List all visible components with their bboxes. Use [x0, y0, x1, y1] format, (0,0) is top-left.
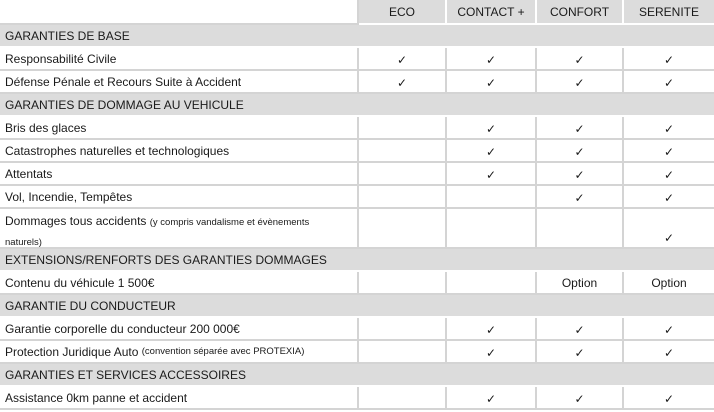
check-icon: ✓ — [624, 71, 714, 94]
check-icon: ✓ — [537, 140, 624, 163]
row-label: Bris des glaces — [0, 117, 359, 140]
row-label: Contenu du véhicule 1 500€ — [0, 272, 359, 295]
check-icon: ✓ — [624, 186, 714, 209]
row-label-note-continued: naturels) — [5, 237, 42, 248]
value-cell — [447, 272, 537, 295]
check-icon: ✓ — [447, 48, 537, 71]
value-cell — [359, 272, 447, 295]
row-label: Garantie corporelle du conducteur 200 000€ — [0, 318, 359, 341]
row-label: Assistance 0km panne et accident — [0, 387, 359, 410]
check-icon: ✓ — [447, 163, 537, 186]
value-cell — [537, 209, 624, 249]
check-icon: ✓ — [447, 71, 537, 94]
column-header-contact-plus: CONTACT + — [447, 0, 537, 25]
check-icon: ✓ — [537, 71, 624, 94]
option-cell: Option — [624, 272, 714, 295]
column-header-confort: CONFORT — [537, 0, 624, 25]
check-icon: ✓ — [624, 140, 714, 163]
check-icon: ✓ — [447, 341, 537, 364]
section-header: GARANTIES DE DOMMAGE AU VEHICULE — [0, 94, 714, 117]
section-header: EXTENSIONS/RENFORTS DES GARANTIES DOMMAGES — [0, 249, 714, 272]
row-label: Vol, Incendie, Tempêtes — [0, 186, 359, 209]
value-cell — [359, 387, 447, 410]
check-icon: ✓ — [537, 318, 624, 341]
value-cell — [359, 318, 447, 341]
value-cell — [359, 163, 447, 186]
check-icon: ✓ — [359, 48, 447, 71]
check-icon: ✓ — [624, 387, 714, 410]
check-icon: ✓ — [447, 318, 537, 341]
column-header-serenite: SERENITE — [624, 0, 714, 25]
check-icon: ✓ — [537, 117, 624, 140]
check-icon: ✓ — [624, 209, 714, 249]
check-icon: ✓ — [447, 140, 537, 163]
value-cell — [359, 117, 447, 140]
value-cell — [359, 209, 447, 249]
value-cell — [447, 209, 537, 249]
check-icon: ✓ — [359, 71, 447, 94]
row-label-main: Protection Juridique Auto — [5, 344, 139, 359]
value-cell — [359, 140, 447, 163]
section-header: GARANTIES ET SERVICES ACCESSOIRES — [0, 364, 714, 387]
check-icon: ✓ — [447, 387, 537, 410]
row-label-main: Dommages tous accidents — [5, 214, 147, 228]
check-icon: ✓ — [624, 117, 714, 140]
row-label: Catastrophes naturelles et technologiques — [0, 140, 359, 163]
check-icon: ✓ — [537, 387, 624, 410]
check-icon: ✓ — [447, 117, 537, 140]
section-header: GARANTIE DU CONDUCTEUR — [0, 295, 714, 318]
header-empty-cell — [0, 0, 359, 25]
check-icon: ✓ — [624, 318, 714, 341]
column-header-eco: ECO — [359, 0, 447, 25]
value-cell — [359, 341, 447, 364]
section-header: GARANTIES DE BASE — [0, 25, 714, 48]
check-icon: ✓ — [624, 48, 714, 71]
row-label: Défense Pénale et Recours Suite à Accident — [0, 71, 359, 94]
check-icon: ✓ — [537, 341, 624, 364]
row-label: Responsabilité Civile — [0, 48, 359, 71]
row-label-note: (convention séparée avec PROTEXIA) — [141, 345, 305, 357]
row-label: Attentats — [0, 163, 359, 186]
check-icon: ✓ — [537, 163, 624, 186]
row-label — [0, 209, 359, 249]
row-label — [0, 341, 359, 364]
check-icon: ✓ — [537, 48, 624, 71]
check-icon: ✓ — [624, 163, 714, 186]
option-cell: Option — [537, 272, 624, 295]
row-label-note: (y compris vandalisme et évènements — [149, 217, 310, 228]
check-icon: ✓ — [537, 186, 624, 209]
value-cell — [359, 186, 447, 209]
check-icon: ✓ — [624, 341, 714, 364]
value-cell — [447, 186, 537, 209]
